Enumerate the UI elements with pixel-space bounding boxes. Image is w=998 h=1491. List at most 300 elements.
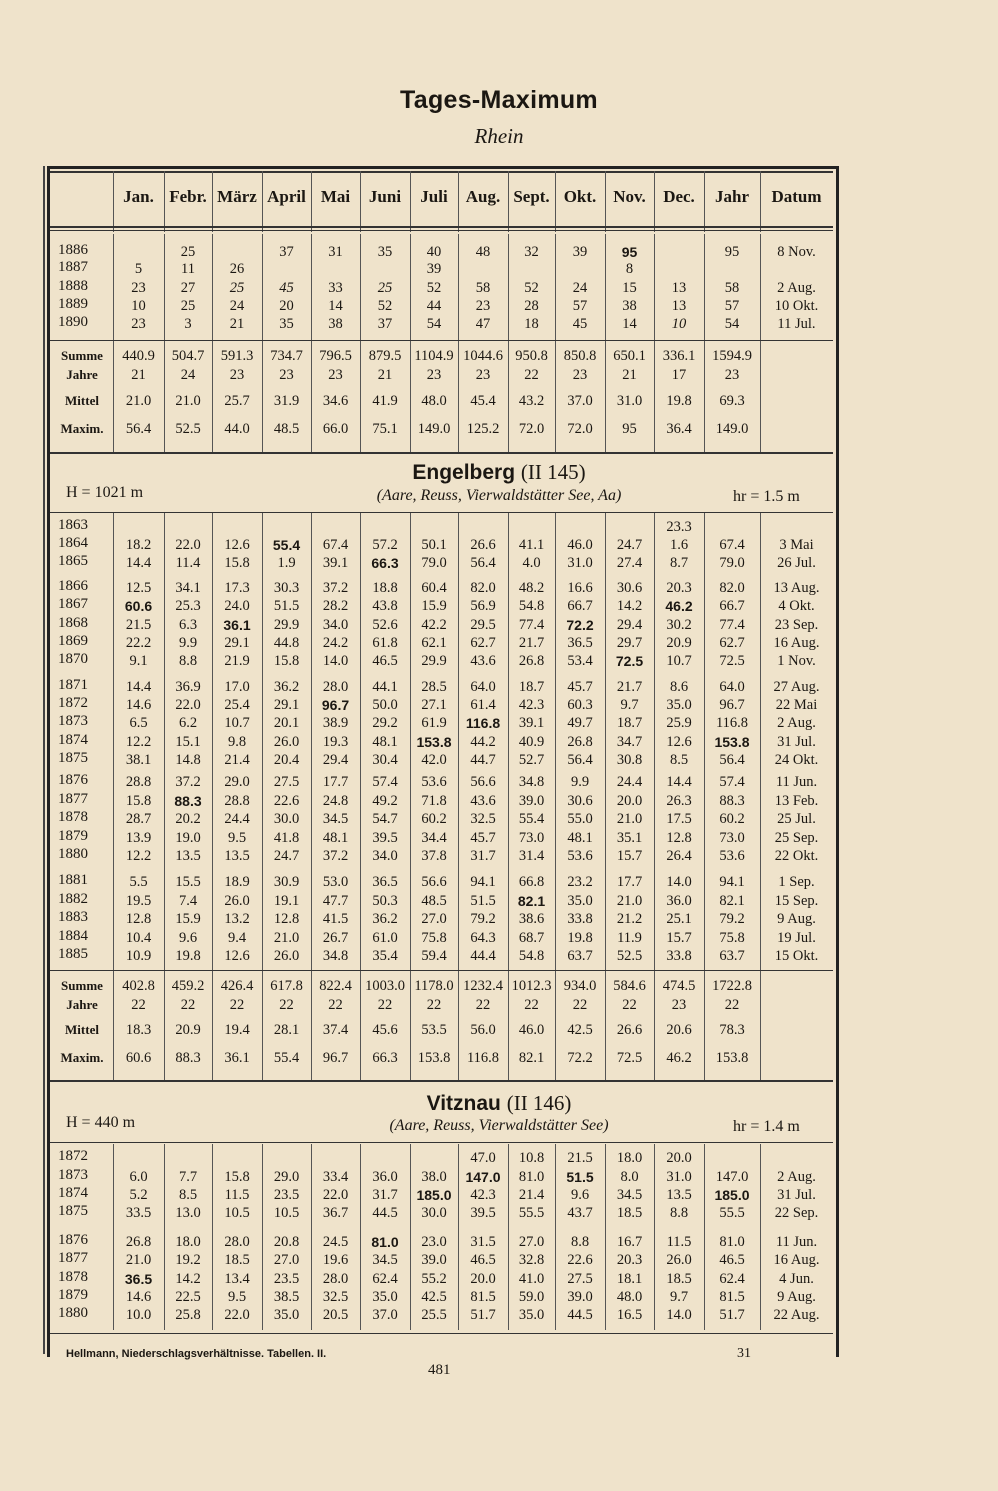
table-cell: 28.0	[224, 1234, 250, 1250]
summary-cell: 44.0	[224, 421, 250, 437]
summary-cell: 42.5	[567, 1022, 593, 1038]
table-cell: 21	[229, 316, 245, 332]
table-cell: 11.5	[224, 1187, 250, 1203]
table-cell: 22.2	[125, 635, 152, 651]
column-rule	[760, 971, 761, 1080]
table-cell: 22.0	[175, 537, 201, 553]
table-cell: 10 Okt.	[774, 298, 819, 314]
table-cell: 153.8	[714, 734, 750, 750]
table-cell: 33.5	[125, 1205, 152, 1221]
table-cell: 61.9	[421, 715, 447, 731]
summary-cell: 95	[622, 421, 637, 437]
table-cell: 77.4	[719, 617, 745, 633]
summary-cell: 23	[724, 367, 740, 383]
row-year: 1884	[58, 928, 88, 944]
summary-cell: 23	[671, 997, 687, 1013]
summary-cell: 55.4	[273, 1050, 300, 1066]
summary-cell: 22	[377, 997, 393, 1013]
table-cell: 21.7	[518, 635, 545, 651]
table-cell: 27.5	[273, 774, 300, 790]
table-cell: 52.6	[372, 617, 398, 633]
summary-cell: 45.4	[470, 393, 496, 409]
table-cell: 10.8	[518, 1150, 545, 1166]
table-cell: 68.7	[518, 930, 545, 946]
table-cell: 17.7	[322, 774, 349, 790]
table-cell: 18.0	[175, 1234, 201, 1250]
summary-cell: 21	[622, 367, 637, 383]
table-cell: 57	[724, 298, 740, 314]
table-cell: 22.0	[175, 697, 201, 713]
table-cell: 27.0	[518, 1234, 545, 1250]
table-cell: 55.5	[518, 1205, 545, 1221]
table-cell: 16.6	[567, 580, 593, 596]
table-cell: 13.5	[666, 1187, 692, 1203]
table-cell: 44.2	[470, 734, 496, 750]
table-cell: 12.2	[125, 848, 152, 864]
table-cell: 32	[524, 244, 539, 260]
summary-cell: 23	[572, 367, 588, 383]
table-cell: 19.2	[175, 1252, 201, 1268]
summary-cell: 153.8	[715, 1050, 749, 1066]
table-cell: 9.9	[178, 635, 198, 651]
table-cell: 55.2	[421, 1271, 447, 1287]
table-cell: 27.0	[421, 911, 447, 927]
table-cell: 31.7	[372, 1187, 398, 1203]
table-cell: 54.8	[518, 948, 545, 964]
table-cell: 1 Nov.	[777, 653, 816, 669]
row-year: 1864	[58, 535, 88, 551]
table-cell: 23 Sep.	[774, 617, 819, 633]
table-cell: 36.1	[223, 617, 251, 633]
table-cell: 11 Jul.	[777, 316, 816, 332]
page-subtitle: Rhein	[474, 124, 524, 148]
column-header-nov: Nov.	[613, 187, 646, 206]
table-cell: 29.9	[273, 617, 300, 633]
table-cell: 8.0	[620, 1169, 639, 1185]
table-cell: 43.6	[470, 653, 496, 669]
table-cell: 19.6	[322, 1252, 349, 1268]
station-engelberg-hr: hr = 1.5 m	[733, 488, 800, 505]
table-cell: 36.0	[666, 893, 692, 909]
table-cell: 9.6	[178, 930, 198, 946]
table-cell: 6.3	[178, 617, 198, 633]
table-cell: 48.0	[616, 1289, 643, 1305]
summary-cell: 474.5	[662, 978, 696, 994]
table-cell: 22.6	[567, 1252, 593, 1268]
summary-cell: 934.0	[563, 978, 597, 994]
table-cell: 9.5	[227, 1289, 247, 1305]
summary-cell: 19.8	[666, 393, 692, 409]
table-cell: 29.0	[224, 774, 250, 790]
table-cell: 1.6	[669, 537, 689, 553]
table-cell: 10.4	[125, 930, 152, 946]
table-cell: 8.6	[669, 679, 689, 695]
summary-cell: 53.5	[421, 1022, 447, 1038]
table-cell: 30.0	[421, 1205, 447, 1221]
table-cell: 8.5	[178, 1187, 198, 1203]
table-cell: 25.8	[175, 1307, 201, 1323]
table-cell: 14.0	[666, 1307, 692, 1323]
table-cell: 14.4	[125, 679, 152, 695]
table-cell: 51.5	[566, 1169, 594, 1185]
table-cell: 62.4	[719, 1271, 745, 1287]
table-cell: 21.2	[616, 911, 643, 927]
table-cell: 12.8	[125, 911, 152, 927]
table-cell: 42.2	[421, 617, 447, 633]
table-cell: 67.4	[719, 537, 745, 553]
table-cell: 10	[131, 298, 146, 314]
table-cell: 79.0	[421, 555, 447, 571]
table-cell: 48.1	[567, 830, 593, 846]
summary-cell: 24	[180, 367, 196, 383]
table-cell: 52	[524, 280, 539, 296]
table-cell: 1.9	[277, 555, 296, 571]
table-cell: 33	[328, 280, 343, 296]
column-header-okt: Okt.	[563, 187, 597, 206]
table-cell: 15.9	[175, 911, 201, 927]
table-cell: 36.5	[372, 874, 398, 890]
table-cell: 57.4	[719, 774, 745, 790]
table-cell: 66.3	[371, 555, 399, 571]
table-cell: 29.2	[372, 715, 398, 731]
summary-cell: 19.4	[224, 1022, 250, 1038]
table-cell: 30.3	[273, 580, 300, 596]
table-cell: 96.7	[321, 697, 350, 713]
summary-cell: 37.4	[322, 1022, 349, 1038]
table-cell: 29.1	[224, 635, 250, 651]
table-cell: 39.1	[518, 715, 545, 731]
table-cell: 52.7	[518, 752, 545, 768]
summary-cell: 31.9	[273, 393, 300, 409]
column-rule	[704, 1144, 705, 1330]
table-cell: 34.5	[372, 1252, 398, 1268]
summary-cell: 116.8	[466, 1050, 500, 1066]
table-cell: 60.3	[567, 697, 593, 713]
summary-cell: 22	[622, 997, 637, 1013]
table-cell: 44.1	[372, 679, 398, 695]
summary-label-mittel: Mittel	[65, 393, 99, 408]
table-cell: 38.9	[322, 715, 349, 731]
table-cell: 17.7	[616, 874, 643, 890]
table-cell: 18.5	[616, 1205, 643, 1221]
table-cell: 81.0	[371, 1234, 399, 1250]
row-year: 1874	[58, 732, 88, 748]
summary-cell: 22	[328, 997, 343, 1013]
table-cell: 48	[475, 244, 491, 260]
column-header-juli: Juli	[420, 187, 448, 206]
table-cell: 9.7	[620, 697, 639, 713]
summary-cell: 22	[426, 997, 442, 1013]
table-cell: 55.5	[719, 1205, 745, 1221]
table-cell: 16 Aug.	[773, 635, 820, 651]
table-cell: 56.4	[719, 752, 745, 768]
table-cell: 39.0	[567, 1289, 593, 1305]
table-cell: 10.7	[224, 715, 250, 731]
table-cell: 31 Jul.	[777, 1187, 816, 1203]
column-rule	[704, 512, 705, 970]
table-cell: 79.2	[719, 911, 745, 927]
table-cell: 45.7	[470, 830, 496, 846]
summary-cell: 440.9	[122, 348, 155, 364]
table-cell: 8.5	[669, 752, 689, 768]
table-cell: 51.5	[470, 893, 496, 909]
table-cell: 21.0	[616, 811, 643, 827]
summary-cell: 20.9	[175, 1022, 201, 1038]
summary-cell: 23	[279, 367, 294, 383]
table-cell: 18.7	[616, 715, 643, 731]
table-cell: 10	[671, 316, 687, 332]
table-cell: 4.0	[522, 555, 541, 571]
table-cell: 54	[724, 316, 740, 332]
table-cell: 30.6	[567, 793, 593, 809]
summary-label-summe: Summe	[61, 978, 103, 993]
row-year: 1863	[58, 517, 88, 533]
table-cell: 18.0	[616, 1150, 643, 1166]
row-year: 1866	[58, 578, 88, 594]
table-cell: 28.0	[322, 1271, 349, 1287]
table-cell: 88.3	[719, 793, 745, 809]
table-cell: 60.2	[421, 811, 447, 827]
table-cell: 14.4	[125, 555, 152, 571]
table-cell: 30.8	[616, 752, 643, 768]
summary-cell: 591.3	[220, 348, 254, 364]
table-cell: 9 Aug.	[777, 911, 816, 927]
table-cell: 29.7	[616, 635, 643, 651]
table-cell: 20.2	[175, 811, 201, 827]
table-cell: 15.8	[125, 793, 152, 809]
table-cell: 14.8	[175, 752, 201, 768]
table-cell: 9.6	[570, 1187, 590, 1203]
summary-cell: 18.3	[125, 1022, 152, 1038]
table-cell: 28.5	[421, 679, 447, 695]
station-code: (II 146)	[506, 1091, 572, 1115]
table-cell: 39.0	[421, 1252, 447, 1268]
summary-label-maxim: Maxim.	[60, 421, 104, 436]
table-cell: 28.7	[125, 811, 152, 827]
table-cell: 45	[279, 280, 294, 296]
table-cell: 75.8	[421, 930, 447, 946]
table-cell: 44.8	[273, 635, 300, 651]
table-cell: 34.0	[372, 848, 398, 864]
table-cell: 39.5	[372, 830, 398, 846]
summary-cell: 56.0	[470, 1022, 496, 1038]
horizontal-rule	[50, 970, 833, 971]
table-cell: 21.5	[567, 1150, 593, 1166]
table-cell: 8.7	[669, 555, 689, 571]
table-cell: 38	[328, 316, 343, 332]
table-cell: 31	[328, 244, 343, 260]
summary-cell: 125.2	[466, 421, 500, 437]
table-cell: 96.7	[719, 697, 745, 713]
table-cell: 38.0	[421, 1169, 447, 1185]
table-cell: 15.1	[175, 734, 201, 750]
table-cell: 32.5	[322, 1289, 349, 1305]
summary-cell: 96.7	[322, 1050, 349, 1066]
table-cell: 37	[279, 244, 294, 260]
table-cell: 15.8	[273, 653, 300, 669]
table-cell: 147.0	[465, 1169, 501, 1185]
table-cell: 41.8	[273, 830, 300, 846]
table-cell: 81.5	[719, 1289, 745, 1305]
table-cell: 13.2	[224, 911, 250, 927]
table-cell: 67.4	[322, 537, 349, 553]
row-year: 1886	[58, 242, 88, 258]
table-cell: 19.5	[125, 893, 152, 909]
table-cell: 46.5	[372, 653, 398, 669]
table-cell: 23.5	[273, 1271, 300, 1287]
table-cell: 48.2	[518, 580, 545, 596]
table-cell: 47	[475, 316, 491, 332]
table-cell: 39	[572, 244, 588, 260]
table-cell: 30.6	[616, 580, 643, 596]
table-cell: 24 Okt.	[774, 752, 819, 768]
table-cell: 13 Feb.	[774, 793, 819, 809]
table-cell: 26.7	[322, 930, 349, 946]
table-cell: 9.9	[570, 774, 590, 790]
column-rule	[704, 234, 705, 340]
table-cell: 31.0	[567, 555, 593, 571]
table-cell: 55.4	[518, 811, 545, 827]
table-cell: 11 Jun.	[775, 1234, 818, 1250]
row-year: 1867	[58, 596, 88, 612]
column-header-febr: Febr.	[169, 187, 207, 206]
table-cell: 8	[625, 261, 634, 277]
summary-cell: 584.6	[613, 978, 646, 994]
table-cell: 64.0	[719, 679, 745, 695]
row-year: 1878	[58, 1269, 88, 1285]
summary-cell: 17	[671, 367, 687, 383]
table-cell: 44.5	[567, 1307, 593, 1323]
summary-label-jahre: Jahre	[66, 367, 98, 382]
table-cell: 15.9	[421, 598, 447, 614]
row-year: 1877	[58, 791, 88, 807]
table-cell: 17.3	[224, 580, 250, 596]
table-cell: 18.5	[666, 1271, 692, 1287]
table-cell: 24.8	[322, 793, 349, 809]
table-cell: 50.3	[372, 893, 398, 909]
table-cell: 27.0	[273, 1252, 300, 1268]
table-cell: 21.5	[125, 617, 152, 633]
table-cell: 22 Okt.	[774, 848, 819, 864]
table-cell: 2 Aug.	[777, 1169, 816, 1185]
table-cell: 19.8	[567, 930, 593, 946]
table-cell: 11.5	[666, 1234, 692, 1250]
table-cell: 64.0	[470, 679, 496, 695]
table-cell: 50.1	[421, 537, 447, 553]
table-cell: 18.5	[224, 1252, 250, 1268]
table-cell: 21.4	[518, 1187, 545, 1203]
table-cell: 26 Jul.	[777, 555, 816, 571]
row-year: 1876	[58, 772, 88, 788]
table-cell: 20.8	[273, 1234, 300, 1250]
table-cell: 28.0	[322, 679, 349, 695]
table-cell: 23	[131, 280, 146, 296]
table-cell: 12.6	[666, 734, 692, 750]
table-cell: 53.0	[322, 874, 349, 890]
table-cell: 23	[131, 316, 146, 332]
table-cell: 29.0	[273, 1169, 300, 1185]
table-cell: 63.7	[567, 948, 593, 964]
table-cell: 13.5	[175, 848, 201, 864]
summary-cell: 20.6	[666, 1022, 692, 1038]
table-cell: 20	[279, 298, 294, 314]
row-year: 1887	[58, 259, 88, 275]
row-year: 1889	[58, 296, 88, 312]
row-year: 1875	[58, 1203, 88, 1219]
station-engelberg-title	[0, 460, 998, 485]
row-year: 1872	[58, 1148, 88, 1164]
table-cell: 4 Okt.	[778, 598, 815, 614]
table-cell: 31.7	[470, 848, 496, 864]
table-cell: 47.0	[470, 1150, 496, 1166]
row-year: 1878	[58, 809, 88, 825]
table-cell: 11.4	[175, 555, 201, 571]
table-cell: 185.0	[714, 1187, 750, 1203]
table-cell: 116.8	[465, 715, 501, 731]
table-cell: 34.1	[175, 580, 201, 596]
table-cell: 37.2	[175, 774, 201, 790]
table-cell: 25.4	[224, 697, 250, 713]
table-cell: 33.8	[567, 911, 593, 927]
table-cell: 24.7	[273, 848, 300, 864]
summary-cell: 22	[279, 997, 294, 1013]
table-cell: 36.5	[124, 1271, 153, 1287]
table-cell: 22.0	[224, 1307, 250, 1323]
table-cell: 33.4	[322, 1169, 349, 1185]
summary-cell: 650.1	[613, 348, 646, 364]
table-cell: 27.4	[616, 555, 643, 571]
table-cell: 23.0	[421, 1234, 447, 1250]
table-cell: 13 Aug.	[773, 580, 820, 596]
column-header-jahr: Jahr	[715, 187, 749, 206]
summary-cell: 22	[524, 367, 539, 383]
table-cell: 15	[622, 280, 637, 296]
table-cell: 20.3	[616, 1252, 643, 1268]
table-cell: 81.0	[719, 1234, 745, 1250]
summary-cell: 45.6	[372, 1022, 398, 1038]
summary-cell: 22	[475, 997, 491, 1013]
table-cell: 42.5	[421, 1289, 447, 1305]
summary-cell: 26.6	[616, 1022, 643, 1038]
table-cell: 26.8	[567, 734, 593, 750]
row-year: 1876	[58, 1232, 88, 1248]
table-cell: 43.8	[372, 598, 398, 614]
table-cell: 10.5	[273, 1205, 300, 1221]
table-cell: 35.4	[372, 948, 398, 964]
table-cell: 28.8	[125, 774, 152, 790]
table-cell: 25 Jul.	[777, 811, 816, 827]
table-cell: 19.1	[273, 893, 300, 909]
summary-cell: 72.0	[518, 421, 545, 437]
table-cell: 8 Nov.	[777, 244, 816, 260]
horizontal-rule	[50, 230, 833, 231]
horizontal-rule	[50, 1333, 833, 1334]
table-cell: 54	[426, 316, 442, 332]
summary-cell: 72.2	[567, 1050, 593, 1066]
table-cell: 12.6	[224, 537, 250, 553]
table-cell: 11	[181, 261, 195, 277]
row-year: 1869	[58, 633, 88, 649]
column-header-aug: Aug.	[465, 187, 501, 206]
summary-cell: 48.0	[421, 393, 447, 409]
summary-cell: 52.5	[175, 421, 201, 437]
table-cell: 56.9	[470, 598, 496, 614]
table-cell: 73.0	[518, 830, 545, 846]
table-cell: 13	[671, 280, 687, 296]
table-cell: 31 Jul.	[777, 734, 816, 750]
summary-cell: 34.6	[322, 393, 349, 409]
table-cell: 27 Aug.	[773, 679, 820, 695]
